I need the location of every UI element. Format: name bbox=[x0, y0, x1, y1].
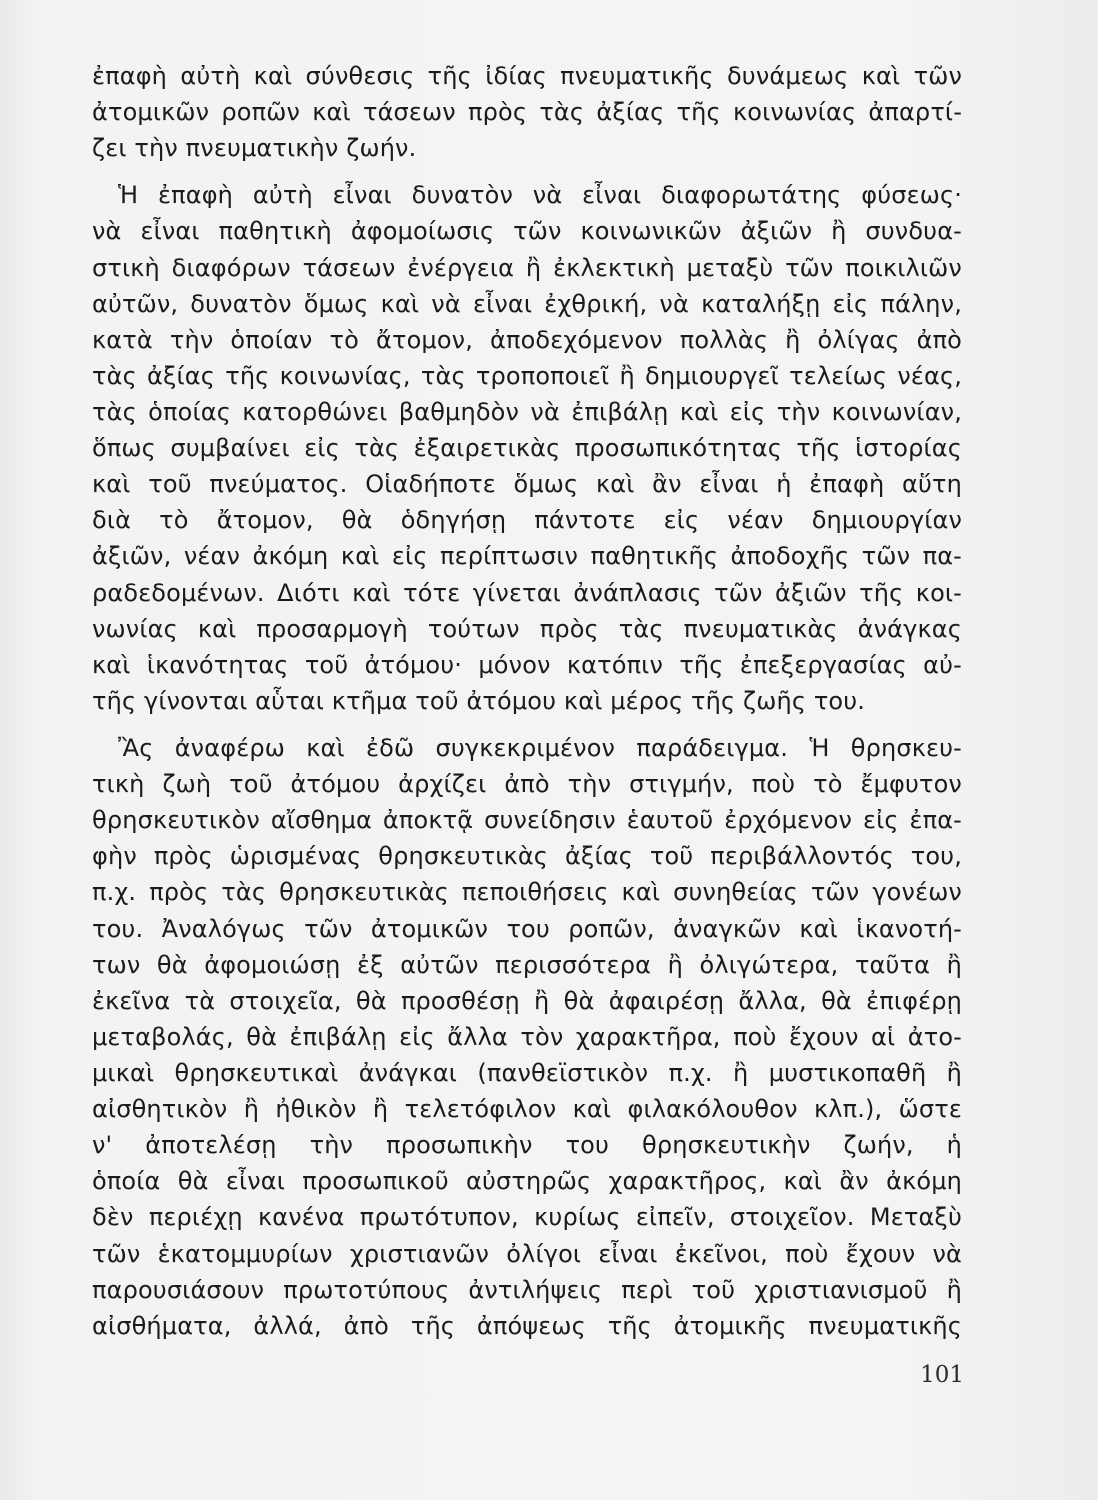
body-text bbox=[92, 58, 962, 1344]
paragraph-gap bbox=[92, 719, 962, 730]
text-line: δὲν περιέχῃ κανένα πρωτότυπον, κυρίως εἰπεῖν, στοιχεῖον. Μεταξὺ bbox=[92, 1203, 962, 1232]
text-line: τῆς γίνονται αὗται κτῆμα τοῦ ἀτόμου καὶ μέρος τῆς ζωῆς του. bbox=[92, 686, 866, 715]
text-line: μεταβολάς, θὰ ἐπιβάλῃ εἰς ἄλλα τὸν χαρακτῆρα, ποὺ ἔχουν αἱ ἀτο- bbox=[92, 1022, 962, 1051]
text-line: καὶ τοῦ πνεύματος. Οἱαδήποτε ὅμως καὶ ἂν εἶναι ἡ ἐπαφὴ αὕτη bbox=[92, 470, 962, 499]
paragraph bbox=[92, 177, 962, 719]
paragraph bbox=[92, 58, 962, 166]
text-line: νὰ εἶναι παθητικὴ ἀφομοίωσις τῶν κοινωνικῶν ἀξιῶν ἢ συνδυα- bbox=[92, 217, 962, 246]
text-line: του. Ἀναλόγως τῶν ἀτομικῶν του ροπῶν, ἀναγκῶν καὶ ἱκανοτή- bbox=[92, 914, 962, 943]
text-line: αἰσθήματα, ἀλλά, ἀπὸ τῆς ἀπόψεως τῆς ἀτομικῆς πνευματικῆς bbox=[92, 1311, 962, 1340]
text-line: ὅπως συμβαίνει εἰς τὰς ἐξαιρετικὰς προσωπικότητας τῆς ἱστορίας bbox=[92, 434, 962, 463]
text-line: θρησκευτικὸν αἴσθημα ἀποκτᾷ συνείδησιν ἑαυτοῦ ἐρχόμενον εἰς ἐπα- bbox=[92, 806, 962, 835]
text-line: Ἂς ἀναφέρω καὶ ἐδῶ συγκεκριμένον παράδειγμα. Ἡ θρησκευ- bbox=[118, 733, 962, 762]
text-line: ὁποία θὰ εἶναι προσωπικοῦ αὐστηρῶς χαρακτῆρος, καὶ ἂν ἀκόμη bbox=[92, 1167, 962, 1196]
text-line: παρουσιάσουν πρωτοτύπους ἀντιλήψεις περὶ τοῦ χριστιανισμοῦ ἢ bbox=[92, 1275, 962, 1304]
text-line: μικαὶ θρησκευτικαὶ ἀνάγκαι (πανθεϊστικὸν π.χ. ἢ μυστικοπαθῆ ἢ bbox=[92, 1058, 962, 1087]
text-line: τῶν ἑκατομμυρίων χριστιανῶν ὀλίγοι εἶναι ἐκεῖνοι, ποὺ ἔχουν νὰ bbox=[92, 1239, 962, 1268]
text-line: διὰ τὸ ἄτομον, θὰ ὁδηγήσῃ πάντοτε εἰς νέαν δημιουργίαν bbox=[92, 506, 962, 535]
text-line: Ἡ ἐπαφὴ αὐτὴ εἶναι δυνατὸν νὰ εἶναι διαφορωτάτης φύσεως· bbox=[118, 181, 962, 210]
text-line: αἰσθητικὸν ἢ ἠθικὸν ἢ τελετόφιλον καὶ φιλακόλουθον κλπ.), ὥστε bbox=[92, 1095, 962, 1124]
page-number: 101 bbox=[920, 1362, 964, 1388]
text-line: στικὴ διαφόρων τάσεων ἐνέργεια ἢ ἐκλεκτικὴ μεταξὺ τῶν ποικιλιῶν bbox=[92, 253, 962, 282]
text-line: καὶ ἱκανότητας τοῦ ἀτόμου· μόνον κατόπιν τῆς ἐπεξεργασίας αὐ- bbox=[92, 650, 962, 679]
text-line: π.χ. πρὸς τὰς θρησκευτικὰς πεποιθήσεις καὶ συνηθείας τῶν γονέων bbox=[92, 878, 962, 907]
text-line: ἀτομικῶν ροπῶν καὶ τάσεων πρὸς τὰς ἀξίας τῆς κοινωνίας ἀπαρτί- bbox=[92, 98, 962, 127]
text-line: ζει τὴν πνευματικὴν ζωήν. bbox=[92, 134, 417, 163]
text-line: τὰς ἀξίας τῆς κοινωνίας, τὰς τροποποιεῖ ἢ δημιουργεῖ τελείως νέας, bbox=[92, 361, 962, 390]
text-line: ν' ἀποτελέσῃ τὴν προσωπικὴν του θρησκευτικὴν ζωήν, ἡ bbox=[92, 1131, 962, 1160]
text-line: των θὰ ἀφομοιώσῃ ἐξ αὐτῶν περισσότερα ἢ ὀλιγώτερα, ταῦτα ἢ bbox=[92, 950, 962, 979]
text-line: αὐτῶν, δυνατὸν ὅμως καὶ νὰ εἶναι ἐχθρική, νὰ καταλήξῃ εἰς πάλην, bbox=[92, 289, 962, 318]
text-line: νωνίας καὶ προσαρμογὴ τούτων πρὸς τὰς πνευματικὰς ἀνάγκας bbox=[92, 614, 962, 643]
paragraph-gap bbox=[92, 166, 962, 177]
text-line: κατὰ τὴν ὁποίαν τὸ ἄτομον, ἀποδεχόμενον πολλὰς ἢ ὀλίγας ἀπὸ bbox=[92, 325, 962, 354]
text-line: τικὴ ζωὴ τοῦ ἀτόμου ἀρχίζει ἀπὸ τὴν στιγμήν, ποὺ τὸ ἔμφυτον bbox=[92, 770, 962, 799]
paragraph bbox=[92, 730, 962, 1344]
text-line: ἀξιῶν, νέαν ἀκόμη καὶ εἰς περίπτωσιν παθητικῆς ἀποδοχῆς τῶν πα- bbox=[92, 542, 962, 571]
text-line: φὴν πρὸς ὡρισμένας θρησκευτικὰς ἀξίας τοῦ περιβάλλοντός του, bbox=[92, 842, 962, 871]
text-line: ραδεδομένων. Διότι καὶ τότε γίνεται ἀνάπλασις τῶν ἀξιῶν τῆς κοι- bbox=[92, 578, 962, 607]
text-line: τὰς ὁποίας κατορθώνει βαθμηδὸν νὰ ἐπιβάλῃ καὶ εἰς τὴν κοινωνίαν, bbox=[92, 397, 962, 426]
text-line: ἐπαφὴ αὐτὴ καὶ σύνθεσις τῆς ἰδίας πνευματικῆς δυνάμεως καὶ τῶν bbox=[92, 62, 962, 90]
text-line: ἐκεῖνα τὰ στοιχεῖα, θὰ προσθέσῃ ἢ θὰ ἀφαιρέσῃ ἄλλα, θὰ ἐπιφέρῃ bbox=[92, 986, 962, 1015]
